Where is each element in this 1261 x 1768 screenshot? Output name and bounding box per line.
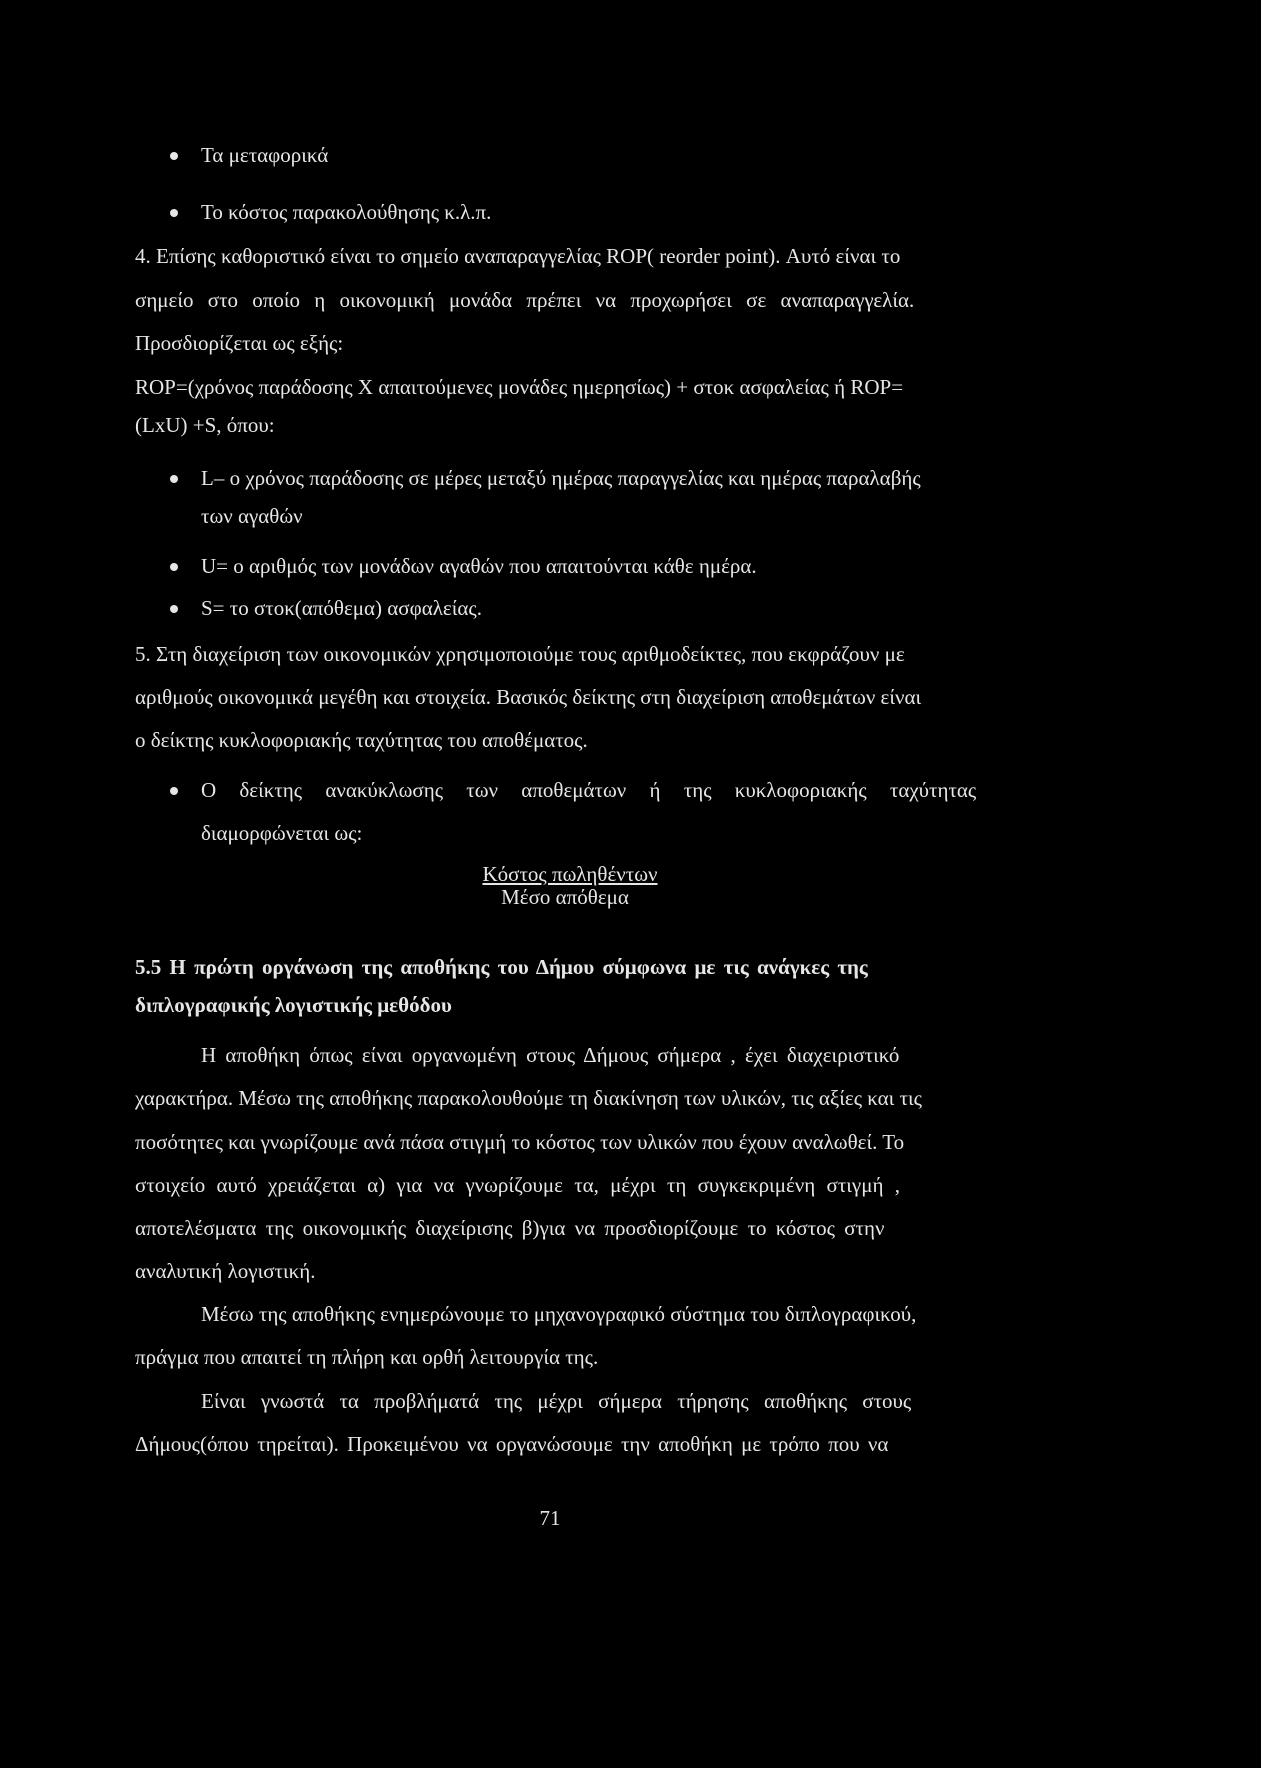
body-paragraph-line: Δήμους(όπου τηρείται). Προκειμένου να οργανώσουμε την αποθήκη με τρόπο που να	[135, 1432, 889, 1456]
bullet-item: Τα μεταφορικά	[201, 143, 329, 167]
paragraph-4-line: σημείο στο οποίο η οικονομική μονάδα πρέπει να προχωρήσει σε αναπαραγγελία.	[135, 288, 915, 312]
bullet-icon	[170, 209, 178, 217]
definition-u: U= ο αριθμός των μονάδων αγαθών που απαιτούνται κάθε ημέρα.	[201, 554, 757, 578]
text-span: 4. Επίσης καθοριστικό είναι το σημείο αναπαραγγελίας ROP( reorder point). Αυτό είναι το	[135, 244, 901, 268]
section-heading: 5.5 Η πρώτη οργάνωση της αποθήκης του Δήμου σύμφωνα με τις ανάγκες της	[135, 955, 868, 979]
body-paragraph-line: αναλυτική λογιστική.	[135, 1259, 316, 1283]
ratio-bullet-line: Ο δείκτης ανακύκλωσης των αποθεμάτων ή της κυκλοφοριακής ταχύτητας	[201, 778, 977, 802]
body-paragraph-line: αποτελέσματα της οικονομικής διαχείρισης β)για να προσδιορίζουμε το κόστος στην	[135, 1216, 885, 1240]
fraction-denominator: Μέσο απόθεμα	[501, 885, 629, 909]
definition-l: L– ο χρόνος παράδοσης σε μέρες μεταξύ ημέρας παραγγελίας και ημέρας παραλαβής	[201, 466, 921, 490]
body-paragraph-line: Είναι γνωστά τα προβλήματά της μέχρι σήμερα τήρησης αποθήκης στους	[201, 1389, 912, 1413]
bullet-item: Το κόστος παρακολούθησης κ.λ.π.	[201, 200, 492, 224]
ratio-bullet-line: διαμορφώνεται ως:	[201, 821, 363, 845]
body-paragraph-line: Η αποθήκη όπως είναι οργανωμένη στους Δήμους σήμερα , έχει διαχειριστικό	[201, 1043, 900, 1067]
body-paragraph-line: πράγμα που απαιτεί τη πλήρη και ορθή λειτουργία της.	[135, 1345, 599, 1369]
paragraph-5-line: ο δείκτης κυκλοφοριακής ταχύτητας του αποθέματος.	[135, 728, 588, 752]
formula-line: ROP=(χρόνος παράδοσης Χ απαιτούμενες μονάδες ημερησίως) + στοκ ασφαλείας ή ROP=	[135, 375, 904, 399]
paragraph-4-line	[135, 243, 981, 269]
body-paragraph-line: ποσότητες και γνωρίζουμε ανά πάσα στιγμή το κόστος των υλικών που έχουν αναλωθεί. Το	[135, 1130, 905, 1154]
bullet-icon	[170, 152, 178, 160]
page-number: 71	[539, 1506, 561, 1530]
body-paragraph-line: στοιχείο αυτό χρειάζεται α) για να γνωρίζουμε τα, μέχρι τη συγκεκριμένη στιγμή ,	[135, 1173, 900, 1197]
definition-s: S= το στοκ(απόθεμα) ασφαλείας.	[201, 596, 482, 620]
paragraph-5-line: 5. Στη διαχείριση των οικονομικών χρησιμοποιούμε τους αριθμοδείκτες, που εκφράζουν με	[135, 642, 905, 666]
bullet-icon	[170, 787, 178, 795]
bullet-icon	[170, 475, 178, 483]
fraction-numerator: Κόστος πωληθέντων	[482, 862, 658, 886]
bullet-icon	[170, 563, 178, 571]
body-paragraph-line: χαρακτήρα. Μέσω της αποθήκης παρακολουθούμε τη διακίνηση των υλικών, τις αξίες και τις	[135, 1086, 922, 1110]
definition-l-continued: των αγαθών	[201, 504, 303, 528]
section-heading: διπλογραφικής λογιστικής μεθόδου	[135, 993, 452, 1017]
body-paragraph-line: Μέσω της αποθήκης ενημερώνουμε το μηχανογραφικό σύστημα του διπλογραφικού,	[201, 1302, 917, 1326]
formula-line: (LxU) +S, όπου:	[135, 413, 275, 437]
paragraph-5-line: αριθμούς οικονομικά μεγέθη και στοιχεία. Βασικός δείκτης στη διαχείριση αποθεμάτων είναι	[135, 685, 922, 709]
paragraph-4-line: Προσδιορίζεται ως εξής:	[135, 331, 344, 355]
bullet-icon	[170, 605, 178, 613]
